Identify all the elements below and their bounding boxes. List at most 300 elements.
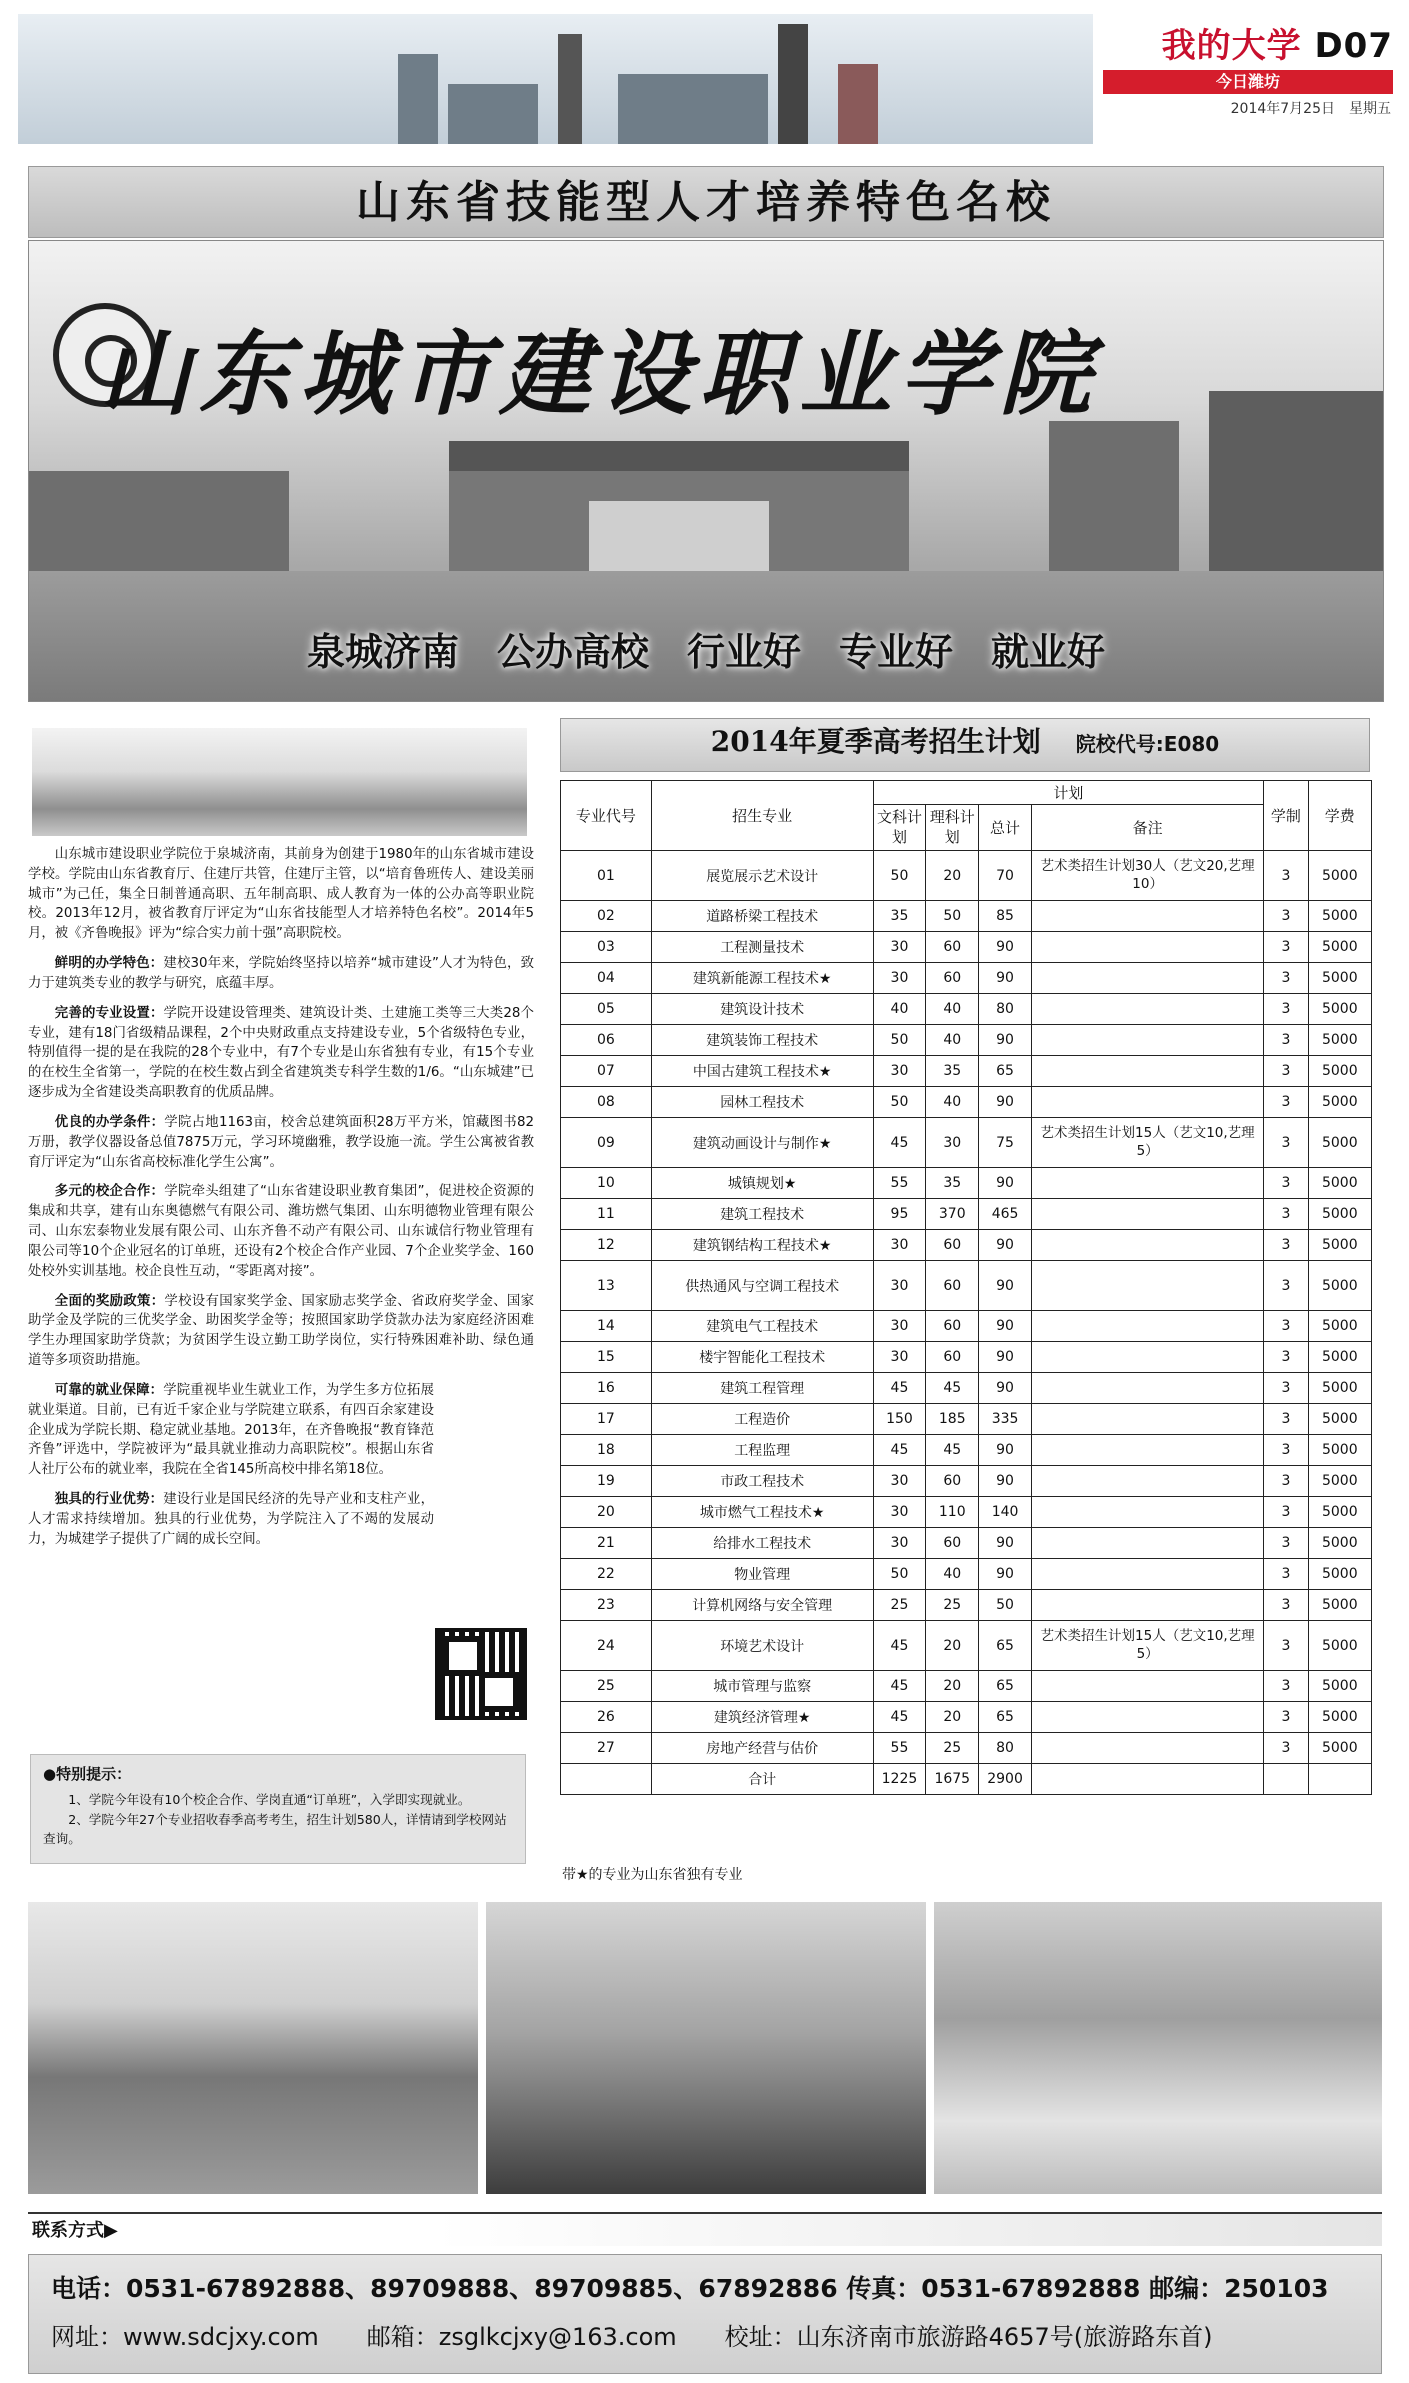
feature-paragraph: 全面的奖励政策：学校设有国家奖学金、国家励志奖学金、省政府奖学金、国家助学金及学院的三优奖学金、助困奖学金等；按照国家助学贷款办法为家庭经济困难学生办理国家助学贷款；为贫困学生设立勤工助学岗位，实行特殊困难补助、绿色通道等多项资助措施。 bbox=[28, 1293, 535, 1369]
table-cell: 70 bbox=[979, 851, 1032, 901]
table-cell: 物业管理 bbox=[651, 1559, 873, 1590]
table-cell: 90 bbox=[979, 1435, 1032, 1466]
table-cell: 90 bbox=[979, 1373, 1032, 1404]
table-cell: 3 bbox=[1264, 1435, 1308, 1466]
table-cell: 3 bbox=[1264, 994, 1308, 1025]
table-footnote: 带★的专业为山东省独有专业 bbox=[562, 1867, 743, 1883]
table-cell bbox=[1031, 1311, 1263, 1342]
table-row bbox=[561, 1056, 1372, 1087]
table-cell: 3 bbox=[1264, 1466, 1308, 1497]
table-cell: 房地产经营与估价 bbox=[651, 1733, 873, 1764]
school-code: 院校代号:E080 bbox=[1075, 732, 1220, 756]
table-cell: 建筑设计技术 bbox=[651, 994, 873, 1025]
table-cell: 04 bbox=[561, 963, 652, 994]
table-cell: 90 bbox=[979, 1559, 1032, 1590]
table-row bbox=[561, 1559, 1372, 1590]
table-cell: 12 bbox=[561, 1230, 652, 1261]
table-row bbox=[561, 1435, 1372, 1466]
table-cell: 20 bbox=[561, 1497, 652, 1528]
table-cell: 60 bbox=[926, 1230, 979, 1261]
table-cell: 140 bbox=[979, 1497, 1032, 1528]
table-cell: 95 bbox=[873, 1199, 926, 1230]
table-cell: 3 bbox=[1264, 1342, 1308, 1373]
table-cell: 40 bbox=[873, 994, 926, 1025]
table-cell bbox=[1031, 1025, 1263, 1056]
students-workshop-photo bbox=[486, 1902, 926, 2194]
table-row bbox=[561, 1025, 1372, 1056]
table-cell bbox=[1031, 1435, 1263, 1466]
table-cell bbox=[1031, 932, 1263, 963]
special-notice-box bbox=[30, 1754, 526, 1864]
table-cell: 90 bbox=[979, 1528, 1032, 1559]
table-cell: 30 bbox=[873, 1466, 926, 1497]
banner-title bbox=[28, 166, 1384, 238]
table-cell: 艺术类招生计划15人（艺文10,艺理5） bbox=[1031, 1621, 1263, 1671]
table-cell: 5000 bbox=[1308, 1118, 1371, 1168]
table-cell: 90 bbox=[979, 1168, 1032, 1199]
table-cell: 3 bbox=[1264, 1230, 1308, 1261]
table-cell: 30 bbox=[873, 1342, 926, 1373]
table-cell bbox=[1031, 1466, 1263, 1497]
table-cell: 5000 bbox=[1308, 1168, 1371, 1199]
table-cell: 城镇规划★ bbox=[651, 1168, 873, 1199]
table-cell: 3 bbox=[1264, 1168, 1308, 1199]
table-cell: 60 bbox=[926, 963, 979, 994]
table-row bbox=[561, 1590, 1372, 1621]
feature-paragraph: 独具的行业优势：建设行业是国民经济的先导产业和支柱产业，人才需求持续增加。独具的行业优势，为学院注入了不竭的发展动力，为城建学子提供了广阔的成长空间。 bbox=[28, 1492, 435, 1547]
table-row bbox=[561, 1230, 1372, 1261]
col-total: 总计 bbox=[979, 805, 1032, 851]
table-cell: 建筑装饰工程技术 bbox=[651, 1025, 873, 1056]
table-cell: 5000 bbox=[1308, 1559, 1371, 1590]
table-cell: 30 bbox=[873, 1311, 926, 1342]
table-cell: 35 bbox=[926, 1168, 979, 1199]
table-cell bbox=[1031, 1168, 1263, 1199]
table-cell: 建筑新能源工程技术★ bbox=[651, 963, 873, 994]
table-row bbox=[561, 1311, 1372, 1342]
table-cell bbox=[1031, 1559, 1263, 1590]
table-cell: 30 bbox=[926, 1118, 979, 1168]
table-cell: 5000 bbox=[1308, 1497, 1371, 1528]
section-label: 今日潍坊 bbox=[1103, 70, 1393, 94]
table-cell: 3 bbox=[1264, 1590, 1308, 1621]
table-cell: 90 bbox=[979, 932, 1032, 963]
table-cell: 5000 bbox=[1308, 1056, 1371, 1087]
table-cell: 07 bbox=[561, 1056, 652, 1087]
table-cell: 20 bbox=[926, 851, 979, 901]
table-cell: 55 bbox=[873, 1168, 926, 1199]
table-cell bbox=[1031, 1261, 1263, 1311]
table-cell: 65 bbox=[979, 1621, 1032, 1671]
feature-paragraph: 鲜明的办学特色：建校30年来，学院始终坚持以培养“城市建设”人才为特色，致力于建筑类专业的教学与研究，底蕴丰厚。 bbox=[28, 956, 534, 991]
table-cell: 90 bbox=[979, 1087, 1032, 1118]
col-science: 理科计划 bbox=[926, 805, 979, 851]
table-cell: 园林工程技术 bbox=[651, 1087, 873, 1118]
table-cell: 80 bbox=[979, 994, 1032, 1025]
enrollment-plan-table bbox=[560, 780, 1372, 1795]
intro-paragraph: 山东城市建设职业学院位于泉城济南，其前身为创建于1980年的山东省城市建设学校。学院由山东省教育厅、住建厅共管，住建厅主管，以“培育鲁班传人、建设美丽城市”为己任，集全日制普通高职、五年制高职、成人教育为一体的公办高等职业院校。2013年12月，被省教育厅评定为“山东省技能型人才培养特色名校”。2014年5月，被《齐鲁晚报》评为“综合实力前十强”高职院校。 bbox=[28, 847, 534, 942]
table-cell: 90 bbox=[979, 1230, 1032, 1261]
hero-campus-photo bbox=[28, 240, 1384, 702]
table-cell: 50 bbox=[926, 901, 979, 932]
table-cell: 3 bbox=[1264, 1087, 1308, 1118]
table-cell: 15 bbox=[561, 1342, 652, 1373]
table-cell: 工程造价 bbox=[651, 1404, 873, 1435]
table-cell: 市政工程技术 bbox=[651, 1466, 873, 1497]
table-cell: 85 bbox=[979, 901, 1032, 932]
feature-paragraph: 多元的校企合作：学院牵头组建了“山东省建设职业教育集团”，促进校企资源的集成和共享，建有山东奥德燃气有限公司、潍坊燃气集团、山东明德物业管理有限公司、山东宏泰物业发展有限公司、山东齐鲁不动产有限公司、山东诚信行物业管理有限公司等10个企业冠名的订单班，还设有2个校企合作产业园、7个企业奖学金、160处校外实训基地。校企良性互动，“零距离对接”。 bbox=[28, 1184, 534, 1279]
table-cell: 45 bbox=[873, 1671, 926, 1702]
table-cell bbox=[1031, 1671, 1263, 1702]
table-cell: 25 bbox=[873, 1590, 926, 1621]
table-cell bbox=[1031, 1497, 1263, 1528]
lab-training-photo bbox=[934, 1902, 1382, 2194]
table-cell: 艺术类招生计划30人（艺文20,艺理10） bbox=[1031, 851, 1263, 901]
table-cell: 5000 bbox=[1308, 1733, 1371, 1764]
table-cell: 20 bbox=[926, 1671, 979, 1702]
col-years: 学制 bbox=[1264, 781, 1308, 851]
table-cell: 5000 bbox=[1308, 1087, 1371, 1118]
table-cell: 45 bbox=[873, 1118, 926, 1168]
table-cell: 75 bbox=[979, 1118, 1032, 1168]
table-cell: 50 bbox=[873, 1087, 926, 1118]
table-cell: 65 bbox=[979, 1056, 1032, 1087]
table-cell: 335 bbox=[979, 1404, 1032, 1435]
table-cell: 26 bbox=[561, 1702, 652, 1733]
table-cell: 供热通风与空调工程技术 bbox=[651, 1261, 873, 1311]
plan-title: 2014年夏季高考招生计划 bbox=[710, 725, 1041, 758]
table-cell: 60 bbox=[926, 1311, 979, 1342]
table-cell bbox=[1031, 1373, 1263, 1404]
table-row bbox=[561, 1733, 1372, 1764]
notice-heading: ●特别提示： bbox=[43, 1765, 132, 1783]
table-cell: 建筑动画设计与制作★ bbox=[651, 1118, 873, 1168]
table-cell: 19 bbox=[561, 1466, 652, 1497]
table-cell: 465 bbox=[979, 1199, 1032, 1230]
table-cell: 45 bbox=[873, 1435, 926, 1466]
table-cell: 5000 bbox=[1308, 1311, 1371, 1342]
table-cell: 3 bbox=[1264, 1118, 1308, 1168]
col-fee: 学费 bbox=[1308, 781, 1371, 851]
table-cell: 10 bbox=[561, 1168, 652, 1199]
table-cell: 90 bbox=[979, 1466, 1032, 1497]
table-cell: 09 bbox=[561, 1118, 652, 1168]
notice-item: 2、学院今年27个专业招收春季高考考生，招生计划580人，详情请到学校网站查询。 bbox=[43, 1811, 507, 1847]
table-cell: 50 bbox=[873, 1025, 926, 1056]
table-cell: 22 bbox=[561, 1559, 652, 1590]
table-cell: 50 bbox=[873, 851, 926, 901]
table-cell: 60 bbox=[926, 1528, 979, 1559]
table-cell: 3 bbox=[1264, 1373, 1308, 1404]
table-cell: 40 bbox=[926, 994, 979, 1025]
intro-article bbox=[28, 845, 534, 1560]
table-cell: 5000 bbox=[1308, 1466, 1371, 1497]
table-cell: 3 bbox=[1264, 1528, 1308, 1559]
table-cell: 80 bbox=[979, 1733, 1032, 1764]
table-row bbox=[561, 851, 1372, 901]
table-cell: 中国古建筑工程技术★ bbox=[651, 1056, 873, 1087]
table-row bbox=[561, 1528, 1372, 1559]
notice-item: 1、学院今年设有10个校企合作、学岗直通“订单班”，入学即实现就业。 bbox=[68, 1792, 471, 1808]
table-row bbox=[561, 1261, 1372, 1311]
feature-paragraph: 完善的专业设置：学院开设建设管理类、建筑设计类、土建施工类等三大类28个专业，建有18门省级精品课程，2个中央财政重点支持建设专业，5个省级特色专业，特别值得一提的是在我院的28个专业中，有7个专业是山东省独有专业，有15个专业的在校生全省第一，学院的在校生数占到全省建筑类专科学生数的1/6。“山东城建”已逐步成为全省建设类高职教育的优质品牌。 bbox=[28, 1005, 534, 1101]
table-cell: 5000 bbox=[1308, 1261, 1371, 1311]
table-cell: 3 bbox=[1264, 1702, 1308, 1733]
table-cell: 30 bbox=[873, 932, 926, 963]
table-cell: 5000 bbox=[1308, 901, 1371, 932]
table-cell bbox=[561, 1764, 652, 1795]
table-row bbox=[561, 1342, 1372, 1373]
table-cell: 65 bbox=[979, 1671, 1032, 1702]
table-cell: 3 bbox=[1264, 851, 1308, 901]
table-cell: 工程监理 bbox=[651, 1435, 873, 1466]
table-cell: 90 bbox=[979, 1342, 1032, 1373]
table-cell: 90 bbox=[979, 1311, 1032, 1342]
table-cell: 1675 bbox=[926, 1764, 979, 1795]
table-cell: 合计 bbox=[651, 1764, 873, 1795]
table-cell bbox=[1031, 1528, 1263, 1559]
feature-paragraph: 可靠的就业保障：学院重视毕业生就业工作，为学生多方位拓展就业渠道。目前，已有近千家企业与学院建立联系，有四百余家建设企业成为学院长期、稳定就业基地。2013年，在齐鲁晚报“教育锋范齐鲁”评选中，学院被评为“最具就业推动力高职院校”。根据山东省人社厅公布的就业率，我院在全省145所高校中排名第18位。 bbox=[28, 1382, 435, 1478]
table-cell: 道路桥梁工程技术 bbox=[651, 901, 873, 932]
table-row bbox=[561, 1373, 1372, 1404]
table-cell bbox=[1031, 1199, 1263, 1230]
banner-title-text: 山东省技能型人才培养特色名校 bbox=[356, 177, 1056, 228]
table-cell bbox=[1031, 1342, 1263, 1373]
table-cell bbox=[1031, 1702, 1263, 1733]
table-cell: 21 bbox=[561, 1528, 652, 1559]
table-cell: 3 bbox=[1264, 1025, 1308, 1056]
table-cell: 17 bbox=[561, 1404, 652, 1435]
table-cell: 5000 bbox=[1308, 1528, 1371, 1559]
table-cell bbox=[1031, 1764, 1263, 1795]
table-cell: 40 bbox=[926, 1559, 979, 1590]
table-cell bbox=[1031, 1087, 1263, 1118]
table-cell: 05 bbox=[561, 994, 652, 1025]
table-cell: 01 bbox=[561, 851, 652, 901]
table-cell: 25 bbox=[926, 1590, 979, 1621]
table-row bbox=[561, 1118, 1372, 1168]
col-remark: 备注 bbox=[1031, 805, 1263, 851]
table-cell: 60 bbox=[926, 1261, 979, 1311]
table-cell: 30 bbox=[873, 1528, 926, 1559]
table-row bbox=[561, 1497, 1372, 1528]
table-cell: 90 bbox=[979, 1261, 1032, 1311]
table-cell: 110 bbox=[926, 1497, 979, 1528]
table-cell: 3 bbox=[1264, 1621, 1308, 1671]
table-cell: 25 bbox=[926, 1733, 979, 1764]
table-row bbox=[561, 1764, 1372, 1795]
plan-title-bar bbox=[560, 718, 1370, 772]
table-cell: 5000 bbox=[1308, 1435, 1371, 1466]
table-cell: 工程测量技术 bbox=[651, 932, 873, 963]
table-cell: 环境艺术设计 bbox=[651, 1621, 873, 1671]
page-number bbox=[1162, 18, 1393, 67]
table-cell: 1225 bbox=[873, 1764, 926, 1795]
header-banner-image bbox=[18, 14, 1093, 144]
table-cell: 5000 bbox=[1308, 1199, 1371, 1230]
table-cell: 45 bbox=[926, 1435, 979, 1466]
table-body bbox=[561, 851, 1372, 1795]
table-cell: 20 bbox=[926, 1621, 979, 1671]
table-cell: 建筑工程管理 bbox=[651, 1373, 873, 1404]
table-cell: 5000 bbox=[1308, 963, 1371, 994]
table-cell: 3 bbox=[1264, 1671, 1308, 1702]
table-cell bbox=[1031, 994, 1263, 1025]
table-cell: 建筑工程技术 bbox=[651, 1199, 873, 1230]
issue-date: 2014年7月25日 星期五 bbox=[1230, 101, 1391, 117]
school-name-calligraphy: 山东城市建设职业学院 bbox=[99, 320, 1100, 428]
table-cell: 02 bbox=[561, 901, 652, 932]
table-cell: 185 bbox=[926, 1404, 979, 1435]
table-cell: 370 bbox=[926, 1199, 979, 1230]
table-cell: 3 bbox=[1264, 1199, 1308, 1230]
table-cell: 3 bbox=[1264, 1404, 1308, 1435]
table-cell: 30 bbox=[873, 963, 926, 994]
table-cell: 5000 bbox=[1308, 1621, 1371, 1671]
table-cell: 给排水工程技术 bbox=[651, 1528, 873, 1559]
table-cell bbox=[1308, 1764, 1371, 1795]
table-row bbox=[561, 932, 1372, 963]
table-cell: 建筑钢结构工程技术★ bbox=[651, 1230, 873, 1261]
table-cell: 3 bbox=[1264, 1261, 1308, 1311]
table-cell: 50 bbox=[873, 1559, 926, 1590]
contact-heading: 联系方式▶ bbox=[28, 2212, 1382, 2246]
table-cell: 60 bbox=[926, 1342, 979, 1373]
table-cell: 2900 bbox=[979, 1764, 1032, 1795]
table-cell: 35 bbox=[926, 1056, 979, 1087]
table-row bbox=[561, 1466, 1372, 1497]
table-cell: 楼宇智能化工程技术 bbox=[651, 1342, 873, 1373]
col-code: 专业代号 bbox=[561, 781, 652, 851]
page-name: 我的大学 bbox=[1161, 26, 1302, 66]
table-cell: 3 bbox=[1264, 1497, 1308, 1528]
qr-code-icon bbox=[435, 1628, 527, 1720]
table-cell: 建筑电气工程技术 bbox=[651, 1311, 873, 1342]
table-cell: 45 bbox=[873, 1702, 926, 1733]
table-cell bbox=[1031, 1056, 1263, 1087]
contact-web: 网址：www.sdcjxy.com 邮箱：zsglkcjxy@163.com 校址：山东济南市旅游路4657号(旅游路东首) bbox=[51, 2323, 1213, 2351]
photo-strip bbox=[28, 1902, 1382, 2194]
table-row bbox=[561, 1702, 1372, 1733]
table-cell: 城市管理与监察 bbox=[651, 1671, 873, 1702]
table-cell: 5000 bbox=[1308, 1373, 1371, 1404]
table-cell: 55 bbox=[873, 1733, 926, 1764]
table-cell: 50 bbox=[979, 1590, 1032, 1621]
table-cell: 艺术类招生计划15人（艺文10,艺理5） bbox=[1031, 1118, 1263, 1168]
table-cell: 3 bbox=[1264, 1733, 1308, 1764]
table-row bbox=[561, 1671, 1372, 1702]
table-cell: 5000 bbox=[1308, 1025, 1371, 1056]
table-cell: 27 bbox=[561, 1733, 652, 1764]
table-cell: 5000 bbox=[1308, 1671, 1371, 1702]
table-cell: 计算机网络与安全管理 bbox=[651, 1590, 873, 1621]
table-row bbox=[561, 963, 1372, 994]
table-cell: 3 bbox=[1264, 1559, 1308, 1590]
table-cell: 40 bbox=[926, 1025, 979, 1056]
table-cell: 18 bbox=[561, 1435, 652, 1466]
table-cell: 45 bbox=[873, 1373, 926, 1404]
table-cell: 90 bbox=[979, 1025, 1032, 1056]
table-cell: 16 bbox=[561, 1373, 652, 1404]
table-cell: 40 bbox=[926, 1087, 979, 1118]
table-row bbox=[561, 1199, 1372, 1230]
col-arts: 文科计划 bbox=[873, 805, 926, 851]
table-cell: 23 bbox=[561, 1590, 652, 1621]
table-cell: 03 bbox=[561, 932, 652, 963]
table-cell: 5000 bbox=[1308, 1590, 1371, 1621]
table-cell: 24 bbox=[561, 1621, 652, 1671]
table-row bbox=[561, 1404, 1372, 1435]
table-row bbox=[561, 901, 1372, 932]
table-cell: 5000 bbox=[1308, 994, 1371, 1025]
campus-stone-photo bbox=[28, 1902, 478, 2194]
table-cell: 3 bbox=[1264, 901, 1308, 932]
page-num: D07 bbox=[1314, 26, 1393, 66]
table-cell bbox=[1031, 1230, 1263, 1261]
table-cell: 150 bbox=[873, 1404, 926, 1435]
table-cell: 06 bbox=[561, 1025, 652, 1056]
table-cell: 5000 bbox=[1308, 1342, 1371, 1373]
table-cell: 60 bbox=[926, 932, 979, 963]
table-cell: 60 bbox=[926, 1466, 979, 1497]
table-cell: 45 bbox=[926, 1373, 979, 1404]
table-cell: 14 bbox=[561, 1311, 652, 1342]
table-cell bbox=[1031, 1733, 1263, 1764]
hero-slogan: 泉城济南 公办高校 行业好 专业好 就业好 bbox=[306, 630, 1105, 674]
table-cell: 3 bbox=[1264, 1056, 1308, 1087]
table-cell bbox=[1031, 1404, 1263, 1435]
table-cell: 90 bbox=[979, 963, 1032, 994]
table-cell: 30 bbox=[873, 1230, 926, 1261]
campus-aerial-photo bbox=[32, 728, 527, 836]
table-cell: 45 bbox=[873, 1621, 926, 1671]
table-cell: 5000 bbox=[1308, 1404, 1371, 1435]
feature-paragraph: 优良的办学条件：学院占地1163亩，校舍总建筑面积28万平方米，馆藏图书82万册，教学仪器设备总值7875万元，学习环境幽雅，教学设施一流。学生公寓被省教育厅评定为“山东省高校标准化学生公寓”。 bbox=[28, 1114, 535, 1170]
contact-phone: 电话：0531-67892888、89709888、89709885、67892886 传真：0531-67892888 邮编：250103 bbox=[51, 2274, 1329, 2303]
table-header-row bbox=[561, 781, 1372, 805]
table-row bbox=[561, 994, 1372, 1025]
col-major: 招生专业 bbox=[651, 781, 873, 851]
table-row bbox=[561, 1621, 1372, 1671]
table-cell: 30 bbox=[873, 1261, 926, 1311]
table-cell bbox=[1031, 1590, 1263, 1621]
table-cell: 5000 bbox=[1308, 1230, 1371, 1261]
table-cell bbox=[1264, 1764, 1308, 1795]
table-cell: 3 bbox=[1264, 1311, 1308, 1342]
table-cell: 20 bbox=[926, 1702, 979, 1733]
table-cell: 5000 bbox=[1308, 1702, 1371, 1733]
table-cell: 08 bbox=[561, 1087, 652, 1118]
table-cell: 城市燃气工程技术★ bbox=[651, 1497, 873, 1528]
table-cell: 35 bbox=[873, 901, 926, 932]
table-cell: 13 bbox=[561, 1261, 652, 1311]
table-cell: 25 bbox=[561, 1671, 652, 1702]
table-cell: 3 bbox=[1264, 932, 1308, 963]
table-cell: 5000 bbox=[1308, 851, 1371, 901]
table-cell: 11 bbox=[561, 1199, 652, 1230]
contact-box bbox=[28, 2254, 1382, 2374]
table-cell: 3 bbox=[1264, 963, 1308, 994]
table-cell: 30 bbox=[873, 1056, 926, 1087]
table-cell bbox=[1031, 963, 1263, 994]
table-cell: 展览展示艺术设计 bbox=[651, 851, 873, 901]
col-plan: 计划 bbox=[873, 781, 1264, 805]
table-cell: 5000 bbox=[1308, 932, 1371, 963]
table-cell bbox=[1031, 901, 1263, 932]
table-row bbox=[561, 1087, 1372, 1118]
table-cell: 建筑经济管理★ bbox=[651, 1702, 873, 1733]
table-cell: 65 bbox=[979, 1702, 1032, 1733]
